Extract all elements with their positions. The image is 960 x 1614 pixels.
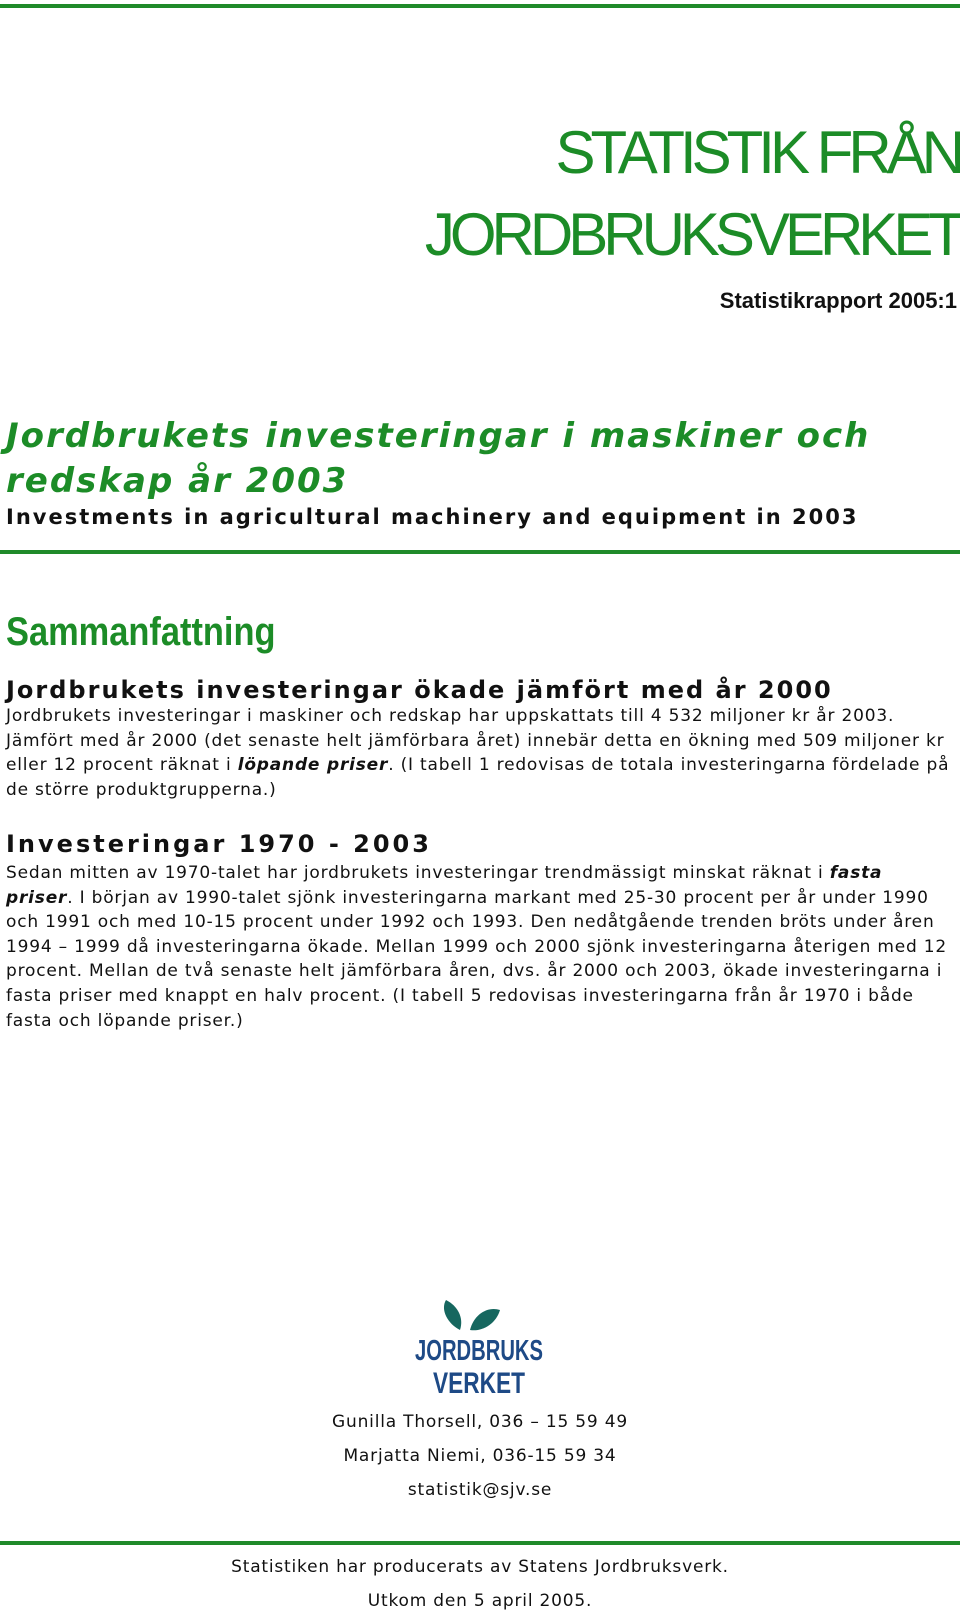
footer-producer: Statistiken har producerats av Statens Jordbruksverk. bbox=[231, 1557, 729, 1577]
logo-text-line2: VERKET bbox=[433, 1367, 525, 1400]
section2-text-a: Sedan mitten av 1970-talet har jordbrukets investeringar trendmässigt minskat räknat i bbox=[6, 863, 830, 883]
document-subtitle: Investments in agricultural machinery and equipment in 2003 bbox=[6, 505, 859, 529]
summary-heading: Sammanfattning bbox=[6, 610, 276, 654]
section2-paragraph bbox=[6, 861, 954, 1033]
contact-1: Gunilla Thorsell, 036 – 15 59 49 bbox=[332, 1412, 628, 1432]
section-rule bbox=[0, 550, 960, 554]
section1-text-b: . (I tabell 1 redovisas de totala investeringarna fördelade på de större produktgrupperna.) bbox=[6, 755, 950, 800]
section1-heading: Jordbrukets investeringar ökade jämfört med år 2000 bbox=[6, 676, 833, 704]
logo-leaf-right bbox=[470, 1309, 500, 1330]
section1-text-a: Jordbrukets investeringar i maskiner och redskap har uppskattats till 4 532 miljoner kr år 2003. Jämfört med år 2000 (det senaste helt jämförbara året) innebär detta en ökning med 509 miljoner kr eller 12 procent räknat i bbox=[6, 706, 945, 776]
document-title: Jordbrukets investeringar i maskiner och redskap år 2003 bbox=[6, 416, 871, 501]
logo-text-line1: JORDBRUKS bbox=[415, 1335, 543, 1367]
title-line-1: STATISTIK FRÅN bbox=[555, 119, 960, 186]
logo-leaf-left bbox=[444, 1300, 461, 1330]
report-id: Statistikrapport 2005:1 bbox=[719, 288, 957, 313]
section2-text-b: . I början av 1990-talet sjönk investeringarna markant med 25-30 procent per år under 1990 och 1991 och med 10-15 procent under 1992 och 1993. Den nedåtgående trenden bröts under åren 1994 – 1999 då investeringarna ökade. Mellan 1999 och 2000 sjönk investeringarna återigen med 12 procent. Mellan de två senaste helt jämförbara åren, dvs. år 2000 och 2003, ökade investeringarna i fasta priser med knappt en halv procent. (I tabell 5 redovisas investeringarna från år 1970 i både fasta och löpande priser.) bbox=[6, 887, 947, 1031]
section1-emphasis: löpande priser bbox=[237, 755, 389, 776]
footer-date: Utkom den 5 april 2005. bbox=[367, 1591, 593, 1611]
section2-heading: Investeringar 1970 - 2003 bbox=[6, 830, 432, 858]
section2-emphasis: fasta priser bbox=[6, 863, 883, 908]
jordbruksverket-logo bbox=[412, 1300, 546, 1400]
title-line-2: JORDBRUKSVERKET bbox=[424, 201, 960, 268]
section1-paragraph bbox=[6, 704, 954, 802]
contact-2: Marjatta Niemi, 036-15 59 34 bbox=[343, 1446, 617, 1466]
top-rule bbox=[0, 4, 960, 8]
contact-email[interactable]: statistik@sjv.se bbox=[407, 1480, 553, 1500]
footer-rule bbox=[0, 1541, 960, 1545]
